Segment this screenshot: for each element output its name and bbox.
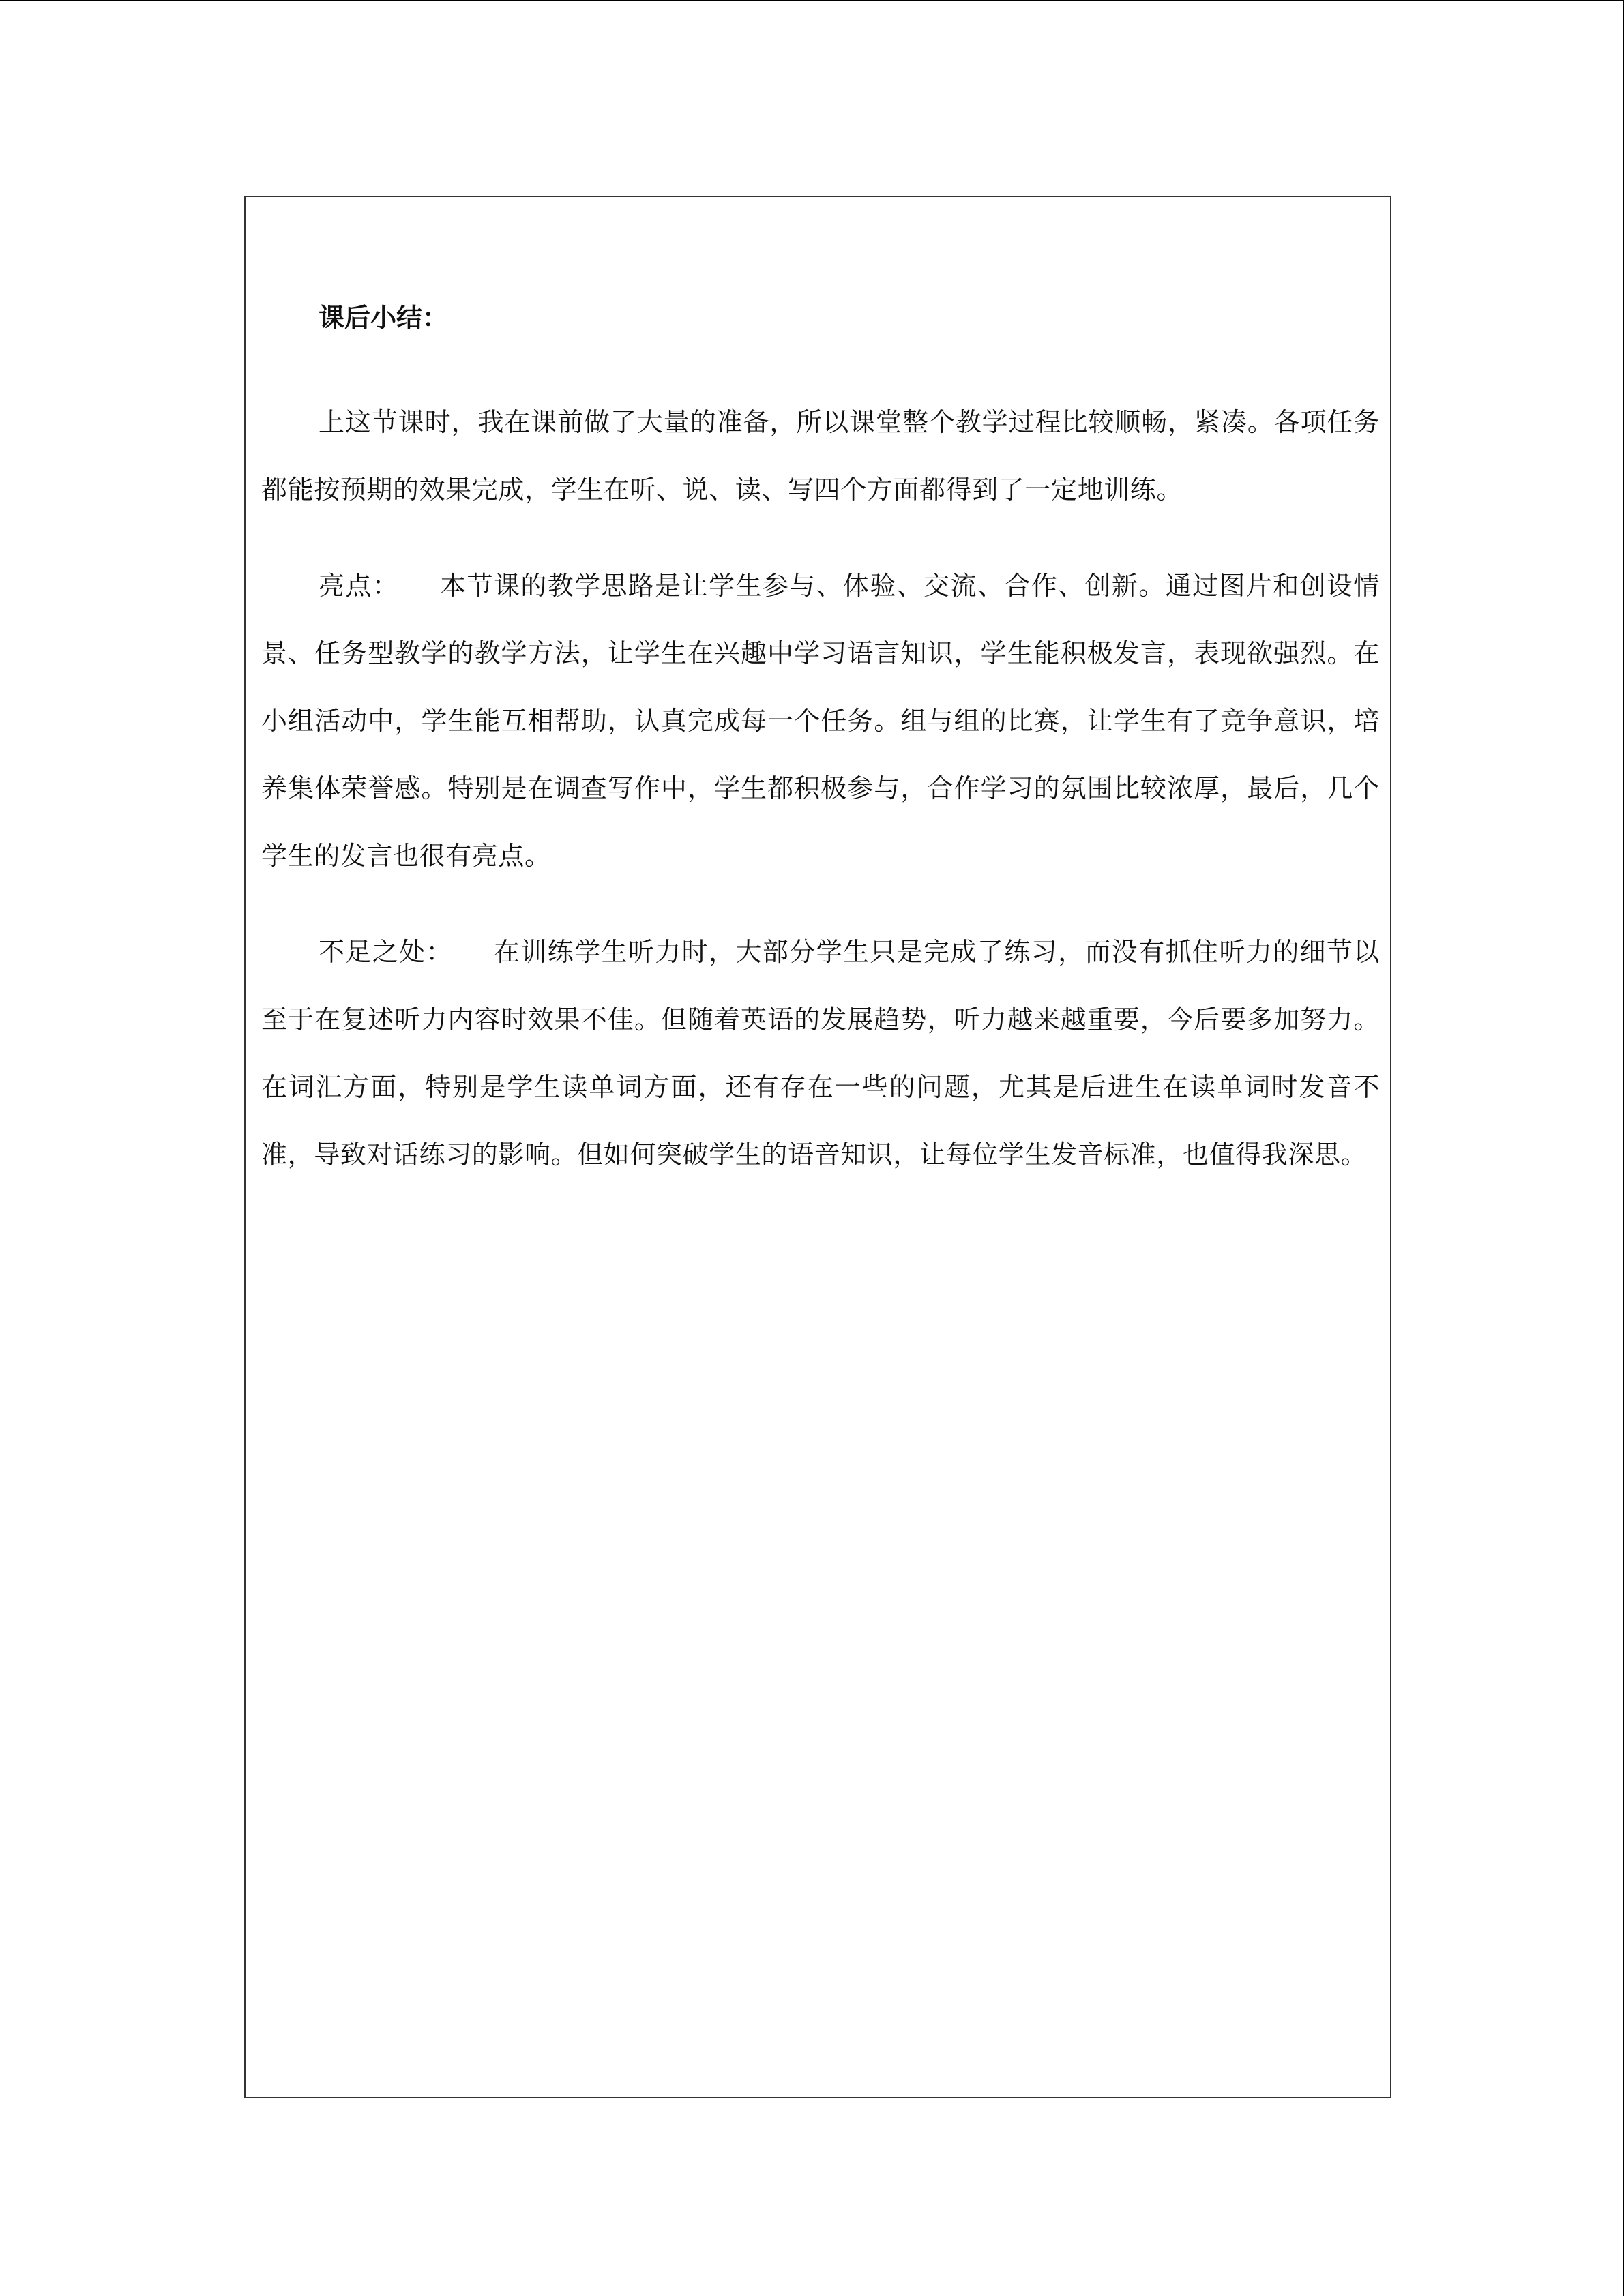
paragraph-highlights [261,552,1380,890]
paragraph-shortcomings-text: 在训练学生听力时，大部分学生只是完成了练习，而没有抓住听力的细节以至于在复述听力内容时效果不佳。但随着英语的发展趋势，听力越来越重要，今后要多加努力。在词汇方面，特别是学生读单词方面，还有存在一些的问题，尤其是后进生在读单词时发音不准，导致对话练习的影响。但如何突破学生的语音知识，让每位学生发音标准，也值得我深思。 [261,937,1380,1169]
paragraph-shortcomings-lead: 不足之处： [319,937,453,967]
paragraph-shortcomings [261,919,1380,1189]
paragraph-highlights-lead: 亮点： [319,571,400,601]
paragraph-highlights-text: 本节课的教学思路是让学生参与、体验、交流、合作、创新。通过图片和创设情景、任务型教学的教学方法，让学生在兴趣中学习语言知识，学生能积极发言，表现欲强烈。在小组活动中，学生能互相帮助，认真完成每一个任务。组与组的比赛，让学生有了竞争意识，培养集体荣誉感。特别是在调查写作中，学生都积极参与，合作学习的氛围比较浓厚，最后，几个学生的发言也很有亮点。 [261,571,1380,871]
paragraph-intro-text: 上这节课时，我在课前做了大量的准备，所以课堂整个教学过程比较顺畅，紧凑。各项任务都能按预期的效果完成，学生在听、说、读、写四个方面都得到了一定地训练。 [261,407,1380,505]
section-heading: 课后小结： [319,302,449,333]
paragraph-intro [261,389,1380,524]
document-body [261,299,1380,1217]
